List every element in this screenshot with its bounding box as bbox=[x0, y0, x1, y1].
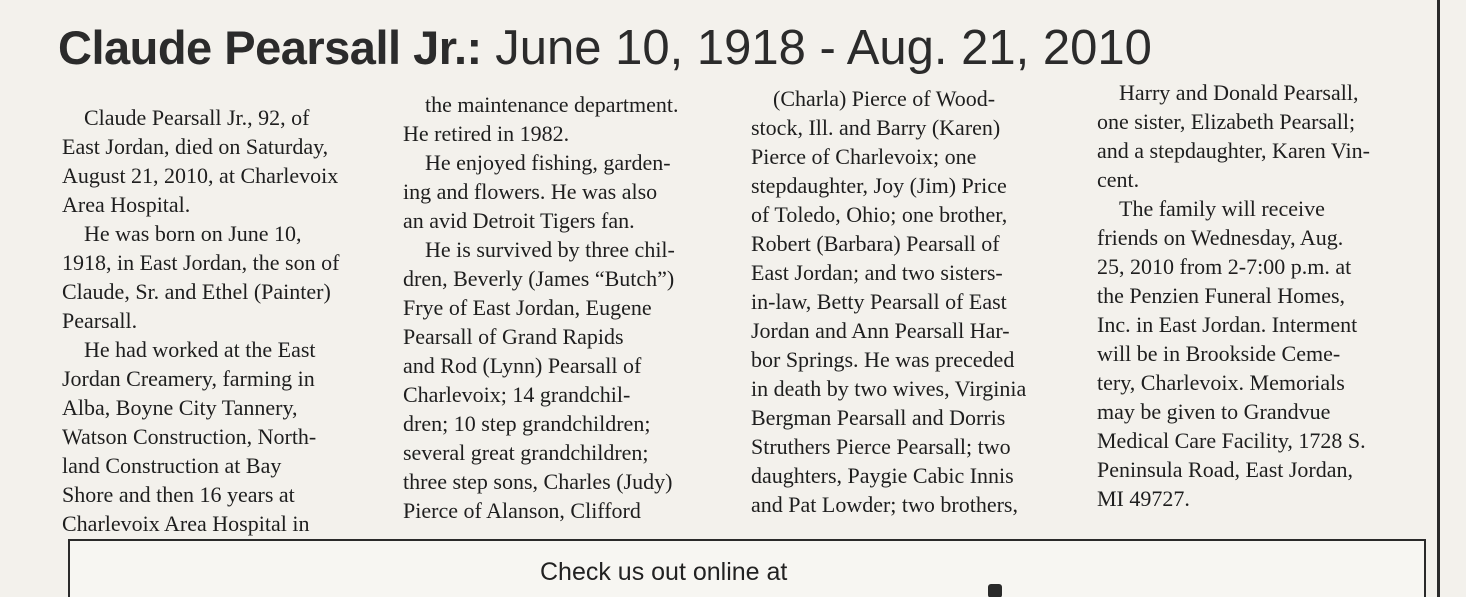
text-line: Claude, Sr. and Ethel (Painter) bbox=[62, 279, 331, 304]
promo-text: Check us out online at bbox=[540, 558, 788, 586]
text-line: He enjoyed fishing, garden- bbox=[425, 150, 671, 175]
text-line: Pierce of Charlevoix; one bbox=[751, 144, 977, 169]
text-line: friends on Wednesday, Aug. bbox=[1097, 225, 1344, 250]
text-line: dren, Beverly (James “Butch”) bbox=[403, 266, 675, 291]
text-line: Alba, Boyne City Tannery, bbox=[62, 395, 298, 420]
obituary-paragraph bbox=[62, 219, 380, 335]
text-line: MI 49727. bbox=[1097, 486, 1190, 511]
text-line: 25, 2010 from 2-7:00 p.m. at bbox=[1097, 254, 1352, 279]
text-line: Jordan and Ann Pearsall Har- bbox=[751, 318, 1010, 343]
text-line: will be in Brookside Ceme- bbox=[1097, 341, 1341, 366]
text-line: Peninsula Road, East Jordan, bbox=[1097, 457, 1354, 482]
text-line: tery, Charlevoix. Memorials bbox=[1097, 370, 1345, 395]
text-line: may be given to Grandvue bbox=[1097, 399, 1331, 424]
obituary-paragraph bbox=[403, 90, 725, 148]
column-rule bbox=[1437, 0, 1440, 597]
text-line: Charlevoix Area Hospital in bbox=[62, 511, 310, 536]
text-line: Pearsall of Grand Rapids bbox=[403, 324, 624, 349]
text-line: Medical Care Facility, 1728 S. bbox=[1097, 428, 1366, 453]
obituary-paragraph bbox=[403, 235, 725, 525]
text-line: and Rod (Lynn) Pearsall of bbox=[403, 353, 642, 378]
text-line: and a stepdaughter, Karen Vin- bbox=[1097, 138, 1370, 163]
text-column-3 bbox=[751, 84, 1071, 519]
text-line: East Jordan; and two sisters- bbox=[751, 260, 1003, 285]
text-line: stock, Ill. and Barry (Karen) bbox=[751, 115, 1001, 140]
headline-dates: June 10, 1918 - Aug. 21, 2010 bbox=[481, 21, 1152, 75]
text-line: 1918, in East Jordan, the son of bbox=[62, 250, 340, 275]
text-line: East Jordan, died on Saturday, bbox=[62, 134, 329, 159]
text-line: Charlevoix; 14 grandchil- bbox=[403, 382, 631, 407]
text-line: the maintenance department. bbox=[425, 92, 679, 117]
text-line: Bergman Pearsall and Dorris bbox=[751, 405, 1006, 430]
text-column-2 bbox=[403, 90, 725, 525]
text-line: He is survived by three chil- bbox=[425, 237, 675, 262]
text-line: Inc. in East Jordan. Interment bbox=[1097, 312, 1358, 337]
text-line: He had worked at the East bbox=[84, 337, 316, 362]
text-line: Watson Construction, North- bbox=[62, 424, 317, 449]
text-line: Shore and then 16 years at bbox=[62, 482, 295, 507]
text-line: three step sons, Charles (Judy) bbox=[403, 469, 673, 494]
text-line: The family will receive bbox=[1119, 196, 1325, 221]
text-line: Claude Pearsall Jr., 92, of bbox=[84, 105, 310, 130]
text-line: cent. bbox=[1097, 167, 1140, 192]
text-column-4 bbox=[1097, 78, 1415, 513]
text-line: Frye of East Jordan, Eugene bbox=[403, 295, 652, 320]
promo-logo-fragment bbox=[988, 584, 1002, 597]
text-line: Pierce of Alanson, Clifford bbox=[403, 498, 641, 523]
text-line: bor Springs. He was preceded bbox=[751, 347, 1015, 372]
text-line: an avid Detroit Tigers fan. bbox=[403, 208, 635, 233]
text-line: dren; 10 step grandchildren; bbox=[403, 411, 651, 436]
obituary-paragraph bbox=[62, 103, 380, 219]
text-line: Struthers Pierce Pearsall; two bbox=[751, 434, 1011, 459]
text-line: in death by two wives, Virginia bbox=[751, 376, 1027, 401]
text-line: of Toledo, Ohio; one brother, bbox=[751, 202, 1008, 227]
text-line: (Charla) Pierce of Wood- bbox=[773, 86, 996, 111]
obituary-paragraph bbox=[403, 148, 725, 235]
text-line: Harry and Donald Pearsall, bbox=[1119, 80, 1359, 105]
obituary-paragraph bbox=[62, 335, 380, 538]
text-line: Jordan Creamery, farming in bbox=[62, 366, 315, 391]
text-line: daughters, Paygie Cabic Innis bbox=[751, 463, 1014, 488]
text-column-1 bbox=[62, 103, 380, 538]
text-line: August 21, 2010, at Charlevoix bbox=[62, 163, 339, 188]
text-line: in-law, Betty Pearsall of East bbox=[751, 289, 1007, 314]
text-line: land Construction at Bay bbox=[62, 453, 282, 478]
obituary-paragraph bbox=[1097, 78, 1415, 194]
text-line: Robert (Barbara) Pearsall of bbox=[751, 231, 1000, 256]
text-line: He retired in 1982. bbox=[403, 121, 570, 146]
headline-name: Claude Pearsall Jr.: bbox=[58, 21, 482, 74]
obituary-paragraph bbox=[1097, 194, 1415, 513]
text-line: Area Hospital. bbox=[62, 192, 191, 217]
text-line: several great grandchildren; bbox=[403, 440, 649, 465]
text-line: He was born on June 10, bbox=[84, 221, 302, 246]
obituary-paragraph bbox=[751, 84, 1071, 519]
text-line: stepdaughter, Joy (Jim) Price bbox=[751, 173, 1007, 198]
text-line: ing and flowers. He was also bbox=[403, 179, 658, 204]
text-line: the Penzien Funeral Homes, bbox=[1097, 283, 1346, 308]
text-line: Pearsall. bbox=[62, 308, 138, 333]
text-line: and Pat Lowder; two brothers, bbox=[751, 492, 1018, 517]
text-line: one sister, Elizabeth Pearsall; bbox=[1097, 109, 1356, 134]
